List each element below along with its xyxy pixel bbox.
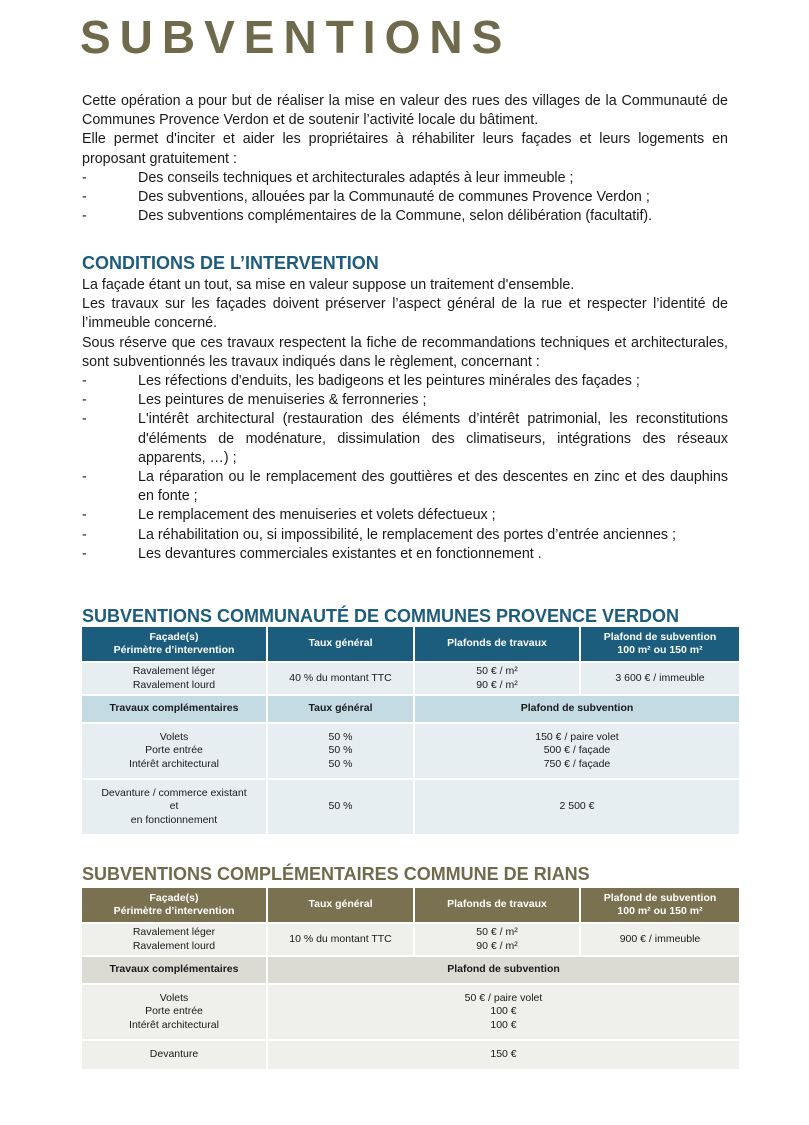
table-row: Devanture 150 € <box>82 1041 739 1069</box>
table-header-row: Façade(s) Périmètre d’intervention Taux général Plafonds de travaux Plafond de subvention 100 m² ou 150 m² <box>82 627 739 661</box>
table1-heading: SUBVENTIONS COMMUNAUTÉ DE COMMUNES PROVENCE VERDON <box>82 606 680 626</box>
rians-subsidy-table <box>80 886 741 1071</box>
list-item: - Les réfections d'enduits, les badigeons et les peintures minérales des façades ; <box>82 373 640 390</box>
table-subheader-row: Travaux complémentaires Taux général Plafond de subvention <box>82 696 739 722</box>
conditions-paragraph: La façade étant un tout, sa mise en valeur suppose un traitement d'ensemble. <box>82 277 575 293</box>
page-title: SUBVENTIONS <box>80 11 512 63</box>
table-header-row: Façade(s) Périmètre d’intervention Taux général Plafonds de travaux Plafond de subvention 100 m² ou 150 m² <box>82 888 739 922</box>
intro-section <box>82 92 728 226</box>
table-row: Ravalement léger Ravalement lourd 10 % du montant TTC 50 € / m² 90 € / m² 900 € / immeuble <box>82 924 739 955</box>
table-row: Devanture / commerce existant et en fonctionnement 50 % 2 500 € <box>82 780 739 834</box>
table-subheader-row: Travaux complémentaires Plafond de subvention <box>82 957 739 983</box>
conditions-heading: CONDITIONS DE L’INTERVENTION <box>82 253 379 273</box>
intro-paragraph: Elle permet d'inciter et aider les propriétaires à réhabiliter leurs façades et leurs logements en proposant gratuitement : <box>82 131 728 167</box>
table2-heading: SUBVENTIONS COMPLÉMENTAIRES COMMUNE DE RIANS <box>82 864 590 884</box>
list-item: - L'intérêt architectural (restauration des éléments d’intérêt patrimonial, les reconstitutions d'éléments de modénature, dissimulation des climatiseurs, intégrations des réseaux apparents, …) ; <box>82 411 728 466</box>
list-item: - La réhabilitation ou, si impossibilité, le remplacement des portes d’entrée anciennes ; <box>82 526 677 543</box>
list-item: - Les devantures commerciales existantes et en fonctionnement . <box>82 545 542 562</box>
ccpv-subsidy-table <box>80 625 741 836</box>
table-row: Ravalement léger Ravalement lourd 40 % du montant TTC 50 € / m² 90 € / m² 3 600 € / immeuble <box>82 663 739 694</box>
table-row: Volets Porte entrée Intérêt architectural 50 € / paire volet 100 € 100 € <box>82 985 739 1039</box>
table-row: Volets Porte entrée Intérêt architectural 50 % 50 % 50 % 150 € / paire volet 500 € / façade 750 € / façade <box>82 724 739 778</box>
list-item: - Les peintures de menuiseries & ferronneries ; <box>82 392 427 409</box>
list-item: - Le remplacement des menuiseries et volets défectueux ; <box>82 507 496 524</box>
conditions-paragraph: Sous réserve que ces travaux respectent la fiche de recommandations techniques et architecturales, sont subventionnés les travaux indiqués dans le règlement, concernant : <box>82 334 728 370</box>
conditions-paragraph: Les travaux sur les façades doivent préserver l’aspect général de la rue et respecter l’identité de l’immeuble concerné. <box>82 296 728 332</box>
list-item: - La réparation ou le remplacement des gouttières et des descentes en zinc et des dauphins en fonte ; <box>82 469 728 505</box>
intro-paragraph: Cette opération a pour but de réaliser la mise en valeur des rues des villages de la Communauté de Communes Provence Verdon et de soutenir l’activité locale du bâtiment. <box>82 93 728 129</box>
list-item: - Des subventions, allouées par la Communauté de communes Provence Verdon ; <box>82 189 650 206</box>
conditions-section <box>82 276 728 564</box>
list-item: - Des conseils techniques et architecturales adaptés à leur immeuble ; <box>82 169 574 186</box>
list-item: - Des subventions complémentaires de la Commune, selon délibération (facultatif). <box>82 208 653 225</box>
